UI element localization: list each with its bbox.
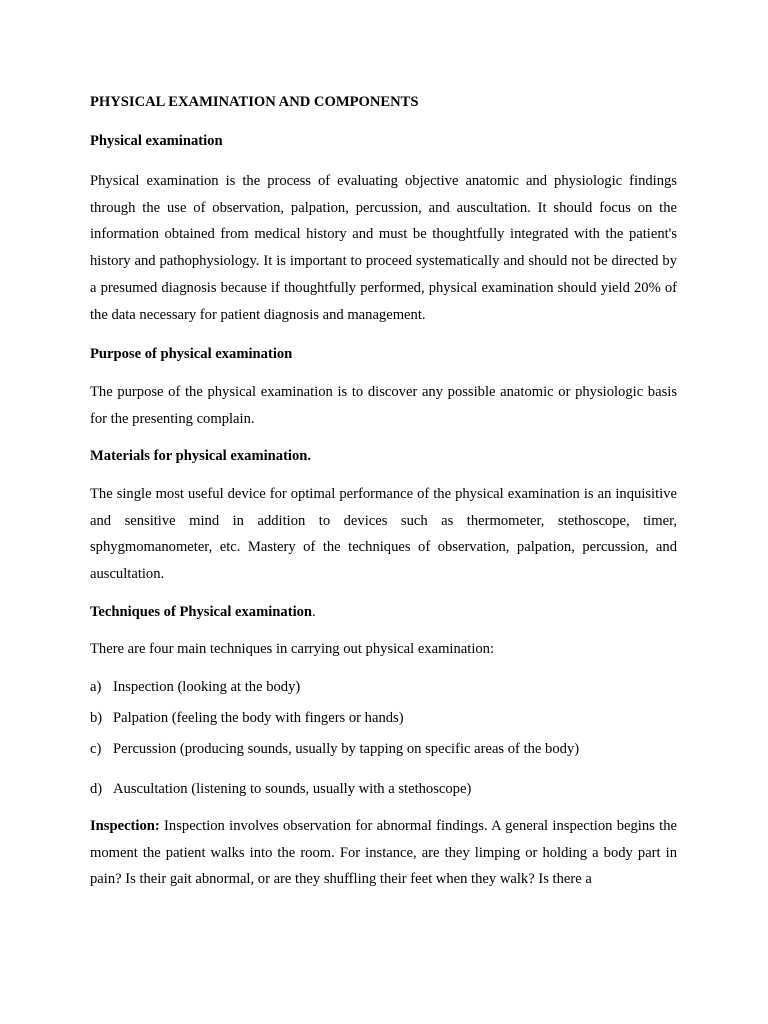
heading-techniques: Techniques of Physical examination	[90, 604, 313, 620]
heading-techniques-line	[90, 602, 677, 622]
paragraph-purpose: The purpose of the physical examination is to discover any possible anatomic or physiologic basis for the presenting complain.	[90, 384, 677, 427]
techniques-intro: There are four main techniques in carrying out physical examination:	[90, 641, 495, 657]
document-page	[90, 0, 677, 1024]
paragraph-materials: The single most useful device for optimal performance of the physical examination is an inquisitive and sensitive mind in addition to devices such as thermometer, stethoscope, timer, sphygmomanometer, etc. Mastery of the techniques of observation, palpation, percussion, and auscultation.	[90, 486, 677, 583]
list-item-text: Inspection (looking at the body)	[113, 679, 301, 695]
paragraph-inspection	[90, 813, 677, 893]
list-item	[90, 677, 677, 697]
heading-purpose: Purpose of physical examination	[90, 346, 293, 362]
heading-materials: Materials for physical examination.	[90, 448, 312, 464]
document-title: PHYSICAL EXAMINATION AND COMPONENTS	[90, 94, 419, 110]
inspection-lead: Inspection:	[90, 818, 160, 834]
list-item	[90, 708, 677, 728]
list-marker: d)	[90, 781, 103, 797]
list-marker: a)	[90, 679, 102, 695]
list-item	[90, 739, 677, 759]
heading-techniques-period: .	[312, 604, 316, 620]
inspection-text: Inspection involves observation for abnormal findings. A general inspection begins the moment the patient walks into the room. For instance, are they limping or holding a body part in pain? Is their gait abnormal, or are they shuffling their feet when they walk? Is there a	[90, 818, 677, 888]
list-item	[90, 779, 677, 799]
heading-physical-examination: Physical examination	[90, 133, 223, 149]
list-item-text: Palpation (feeling the body with fingers or hands)	[113, 710, 404, 726]
list-marker: c)	[90, 741, 102, 757]
paragraph-physical-examination: Physical examination is the process of evaluating objective anatomic and physiologic findings through the use of observation, palpation, percussion, and auscultation. It should focus on the information obtained from medical history and must be thoughtfully integrated with the patient's history and pathophysiology. It is important to proceed systematically and should not be directed by a presumed diagnosis because if thoughtfully performed, physical examination should yield 20% of the data necessary for patient diagnosis and management.	[90, 173, 677, 323]
list-marker: b)	[90, 710, 103, 726]
list-item-text: Auscultation (listening to sounds, usually with a stethoscope)	[113, 781, 472, 797]
list-item-text: Percussion (producing sounds, usually by tapping on specific areas of the body)	[113, 741, 580, 757]
